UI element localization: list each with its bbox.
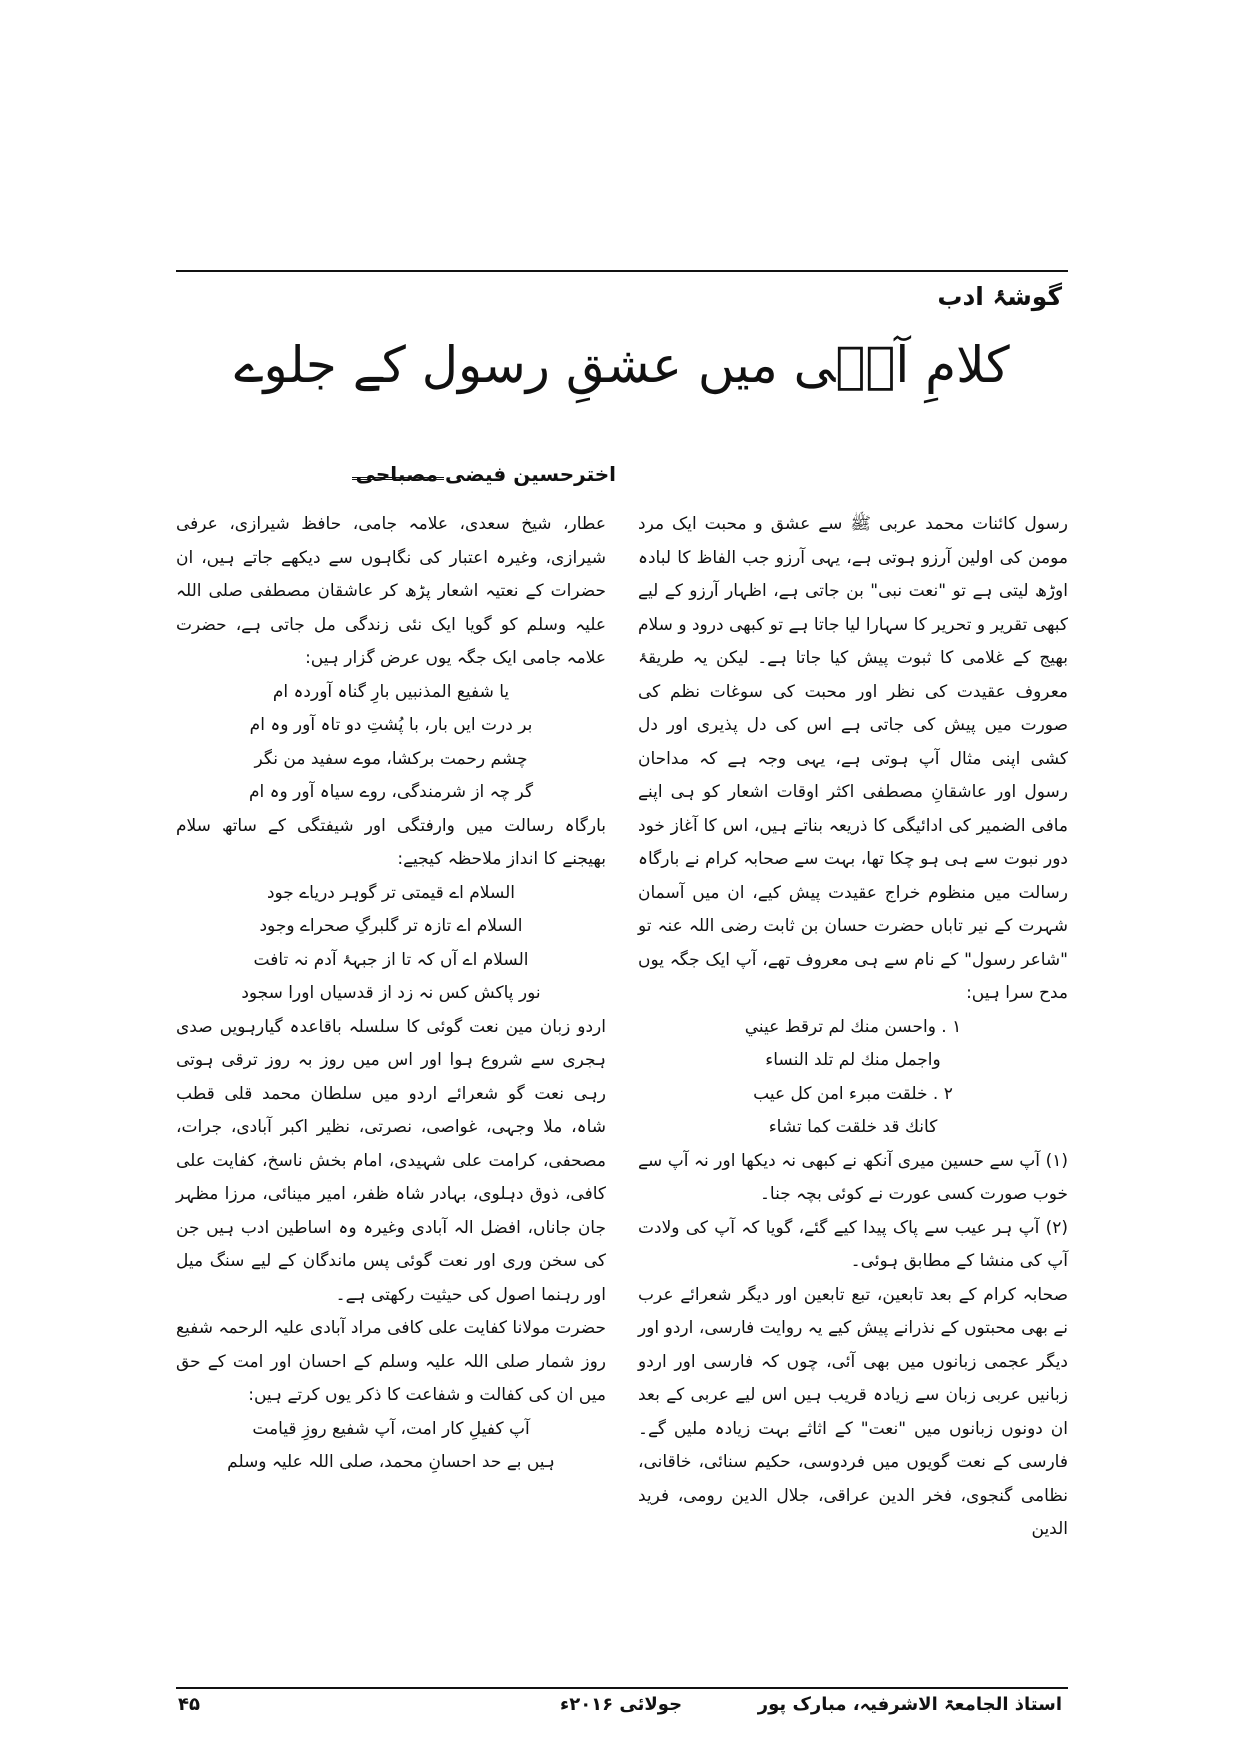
verse-line: یا شفیع المذنبیں بارِ گناہ آوردہ ام [272,681,510,702]
verse-line: ہیں بے حد احسانِ محمد، صلی اللہ علیہ وسلم [227,1452,555,1472]
paragraph: اردو زبان مین نعت گوئی کا سلسلہ باقاعدہ گیارہویں صدی ہجری سے شروع ہوا اور اس میں روز بہ روز ترقی ہوتی رہی نعت گو شعرائے اردو میں سلطان محمد قلی قطب شاہ، ملا وجہی، غواصی، نصرتی، نظیر اکبر آبادی، جرات، مصحفی، کرامت علی شہیدی، امام بخش ناسخ، کفایت علی کافی، ذوق دہلوی، بہادر شاہ ظفر، امیر مینائی، مرزا مظہر جان جاناں، افضل الہ آبادی وغیرہ وہ اساطین ادب ہیں جن کی سخن وری اور نعت گوئی پس ماندگان کے لیے سنگ میل اور رہنما اصول کی حیثیت رکھتی ہے۔ [176,1016,606,1305]
right-column [638,508,1068,1547]
author-name: اخترحسین فیضی مصباحی [355,462,616,486]
verse-line: کانك قد خلقت کما تشاء [768,1117,938,1137]
footer-date: جولائی ۲۰۱۶ء [560,1694,683,1715]
section-label: گوشۂ ادب [937,282,1062,311]
paragraph: عطار، شیخ سعدی، علامہ جامی، حافظ شیرازی، عرفی شیرازی، وغیرہ اعتبار کی نگاہوں سے دیکھے جاتے ہیں، ان حضرات کے نعتیہ اشعار پڑھ کر عاشقان مصطفی صلی اللہ علیہ وسلم کو گویا ایک نئی زندگی مل جاتی ہے، حضرت علامہ جامی ایک جگہ یوں عرض گزار ہیں: [176,514,606,668]
paragraph: بارگاہ رسالت میں وارفتگی اور شیفتگی کے ساتھ سلام بھیجنے کا انداز ملاحظہ کیجیے: [176,815,606,869]
header-rule [176,270,1068,272]
verse-line: نور پاکش کس نہ زد از قدسیاں اورا سجود [241,983,541,1003]
verse-line: بر درت ایں بار، با پُشتِ دو تاہ آور وہ ام [249,715,533,735]
verse-line: آپ کفیلِ کار امت، آپ شفیع روزِ قیامت [252,1418,530,1439]
verse-line: السلام اے تازہ تر گلبرگِ صحراے وجود [259,916,523,936]
footer-rule [176,1687,1068,1689]
paragraph: حضرت مولانا کفایت علی کافی مراد آبادی علیہ الرحمہ شفیع روز شمار صلی اللہ علیہ وسلم کے احسان اور امت کے حق میں ان کی کفالت و شفاعت کا ذکر یوں کرتے ہیں: [176,1318,606,1405]
paragraph: (۲) آپ ہر عیب سے پاک پیدا کیے گئے، گویا کہ آپ کی ولادت آپ کی منشا کے مطابق ہوئی۔ [638,1217,1068,1271]
article-title: کلامِ آسؔی میں عشقِ رسول کے جلوے [234,336,1010,394]
verse-line: گر چہ از شرمندگی، روے سیاہ آور وہ ام [248,782,534,802]
verse-line: چشم رحمت برکشا، موے سفید من نگر [254,748,528,769]
verse-line: ۲ . خلقت مبرء امن کل عیب [753,1083,953,1104]
paragraph: (۱) آپ سے حسین میری آنکھ نے کبھی نہ دیکھا اور نہ آپ سے خوب صورت کسی عورت نے کوئی بچہ جنا۔ [638,1150,1068,1204]
verse-line: السلام اے آں کہ تا از جبہۂ آدم نہ تافت [253,949,529,970]
verse-line: ۱ . واحسن منك لم ترقط عيني [744,1016,962,1037]
page-number: ۴۵ [178,1694,200,1715]
paragraph: رسول کائنات محمد عربی ﷺ سے عشق و محبت ایک مرد مومن کی اولین آرزو ہوتی ہے، یہی آرزو جب الفاظ کا لبادہ اوڑھ لیتی ہے تو "نعت نبی" بن جاتی ہے، اظہار آرزو کے لیے کبھی تقریر و تحریر کا سہارا لیا جاتا ہے تو کبھی درود و سلام بھیج کے غلامی کا ثبوت پیش کیا جاتا ہے۔ لیکن یہ طریقۂ معروف عقیدت کی نظر اور محبت کی سوغات نظم کی صورت میں پیش کی جاتی ہے اس کی دل پذیری اور دل کشی اپنی مثال آپ ہوتی ہے، یہی وجہ ہے کہ مداحان رسول اور عاشقانِ مصطفی اکثر اوقات اشعار کو ہی اپنے مافی الضمیر کی ادائیگی کا ذریعہ بناتے ہیں، اس کا آغاز خود دور نبوت سے ہی ہو چکا تھا، بہت سے صحابہ کرام نے بارگاہ رسالت میں منظوم خراج عقیدت پیش کیے، ان میں آسمان شہرت کے نیر تاباں حضرت حسان بن ثابت رضی اللہ عنہ تو "شاعر رسول" کے نام سے ہی معروف تھے، آپ ایک جگہ یوں مدح سرا ہیں: [638,514,1068,1003]
footer-publisher: استاذ الجامعۃ الاشرفیہ، مبارک پور [757,1694,1062,1715]
left-column [176,508,606,1480]
verse-line: السلام اے قیمتی تر گوہر دریاے جود [266,882,516,903]
paragraph: صحابہ کرام کے بعد تابعین، تبع تابعین اور دیگر شعرائے عرب نے بھی محبتوں کے نذرانے پیش کیے یہ روایت فارسی، اردو اور دیگر عجمی زبانوں میں بھی آئی، چوں کہ فارسی اور اردو زبانیں عربی زبان سے زیادہ قریب ہیں اس لیے عربی کے بعد ان دونوں زبانوں میں "نعت" کے اثاثے بہت زیادہ ملیں گے۔ فارسی کے نعت گویوں میں فردوسی، حکیم سنائی، خاقانی، نظامی گنجوی، فخر الدین عراقی، جلال الدین رومی، فرید الدین [638,1284,1068,1539]
verse-line: واجمل منك لم تلد النساء [765,1050,941,1070]
